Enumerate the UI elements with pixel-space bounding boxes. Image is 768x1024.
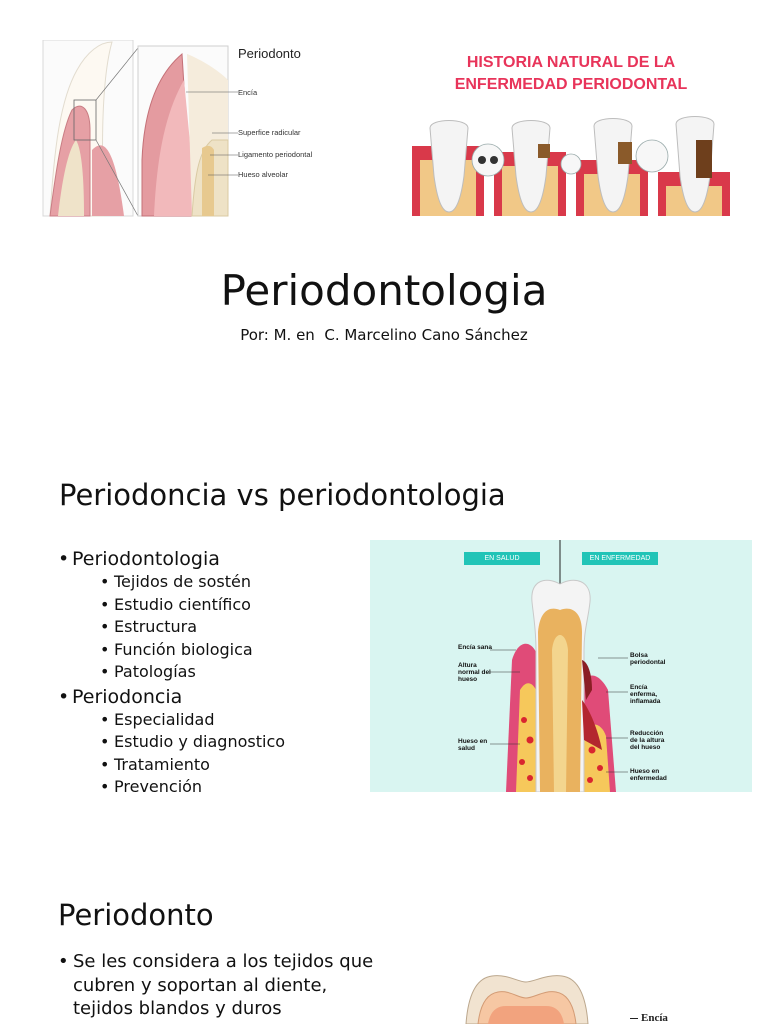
historia-title-line1: HISTORIA NATURAL DE LA [466,54,676,71]
health-disease-diagram [370,540,752,792]
slide-2-bullets [58,548,358,801]
bullet-label: Periodoncia [72,685,183,708]
label-hueso-en-enfermedad: Hueso en enfermedad [630,768,667,782]
slide-1-title: Periodontologia [220,266,548,315]
badge-en-enfermedad: EN ENFERMEDAD [582,552,658,565]
magnifier-circle [472,144,504,176]
label-bolsa-periodontal: Bolsa periodontal [630,652,666,666]
label-encia: Encía [238,88,258,97]
badge-en-salud: EN SALUD [464,552,540,565]
stage-2-tooth [494,121,566,217]
encia-leader [630,1018,638,1019]
label-reduccion-altura: Reducción de la altura del hueso [630,730,665,751]
label-encia-sana: Encía sana [458,644,492,651]
periodonto-diagram-title: Periodonto [238,46,301,61]
label-hueso-en-salud: Hueso en salud [458,738,488,752]
list-item: • Estudio científico [100,594,358,617]
list-item: • Función biologica [100,639,358,662]
slide-3-bullet: • Se les considera a los tejidos que cubren y soportan al diente, tejidos blandos y duros [58,950,418,1021]
historia-natural-panel [408,50,734,218]
bullet-line: cubren y soportan al diente, [73,974,328,996]
bullet-line: Se les considera a los tejidos que [73,951,374,972]
stage-3-tooth [576,119,648,217]
label-hueso-alveolar: Hueso alveolar [238,170,289,179]
list-item: • Estructura [100,616,358,639]
disease-stages-illustration [408,116,734,218]
stage-4-tooth [658,117,730,217]
list-item: • Tratamiento [100,754,358,777]
slide-3-title: Periodonto [58,898,214,932]
list-item: • Estudio y diagnostico [100,731,358,754]
periodonto-tooth-illustration [462,972,592,1024]
encia-label [630,1012,668,1024]
bullet-line: tejidos blandos y duros [73,998,282,1019]
list-item: • Patologías [100,661,358,684]
bullet-label: Periodontologia [72,548,220,570]
historia-title-line2: ENFERMEDAD PERIODONTAL [454,76,688,93]
encia-label-text: Encía [641,1012,668,1024]
list-item: • Especialidad [100,709,358,732]
label-ligamento-periodontal: Ligamento periodontal [238,150,313,159]
bullet-periodoncia [58,686,358,799]
label-encia-enferma: Encía enferma, inflamada [630,684,661,705]
stage-1-tooth [412,121,484,217]
periodonto-diagram [42,40,322,218]
periodonto-leader-lines [182,88,240,178]
label-altura-normal: Altura normal del hueso [458,662,491,683]
magnifier-circle-2 [636,140,668,172]
tooth-cross-section [370,540,752,792]
bullet-periodontologia [58,548,358,684]
list-item: • Tejidos de sostén [100,571,358,594]
list-item: • Prevención [100,776,358,799]
slide-2-title: Periodoncia vs periodontologia [59,478,506,512]
slide-1-author: Por: M. en C. Marcelino Cano Sánchez [240,326,528,344]
label-superficie-radicular: Superfice radicular [238,128,301,137]
